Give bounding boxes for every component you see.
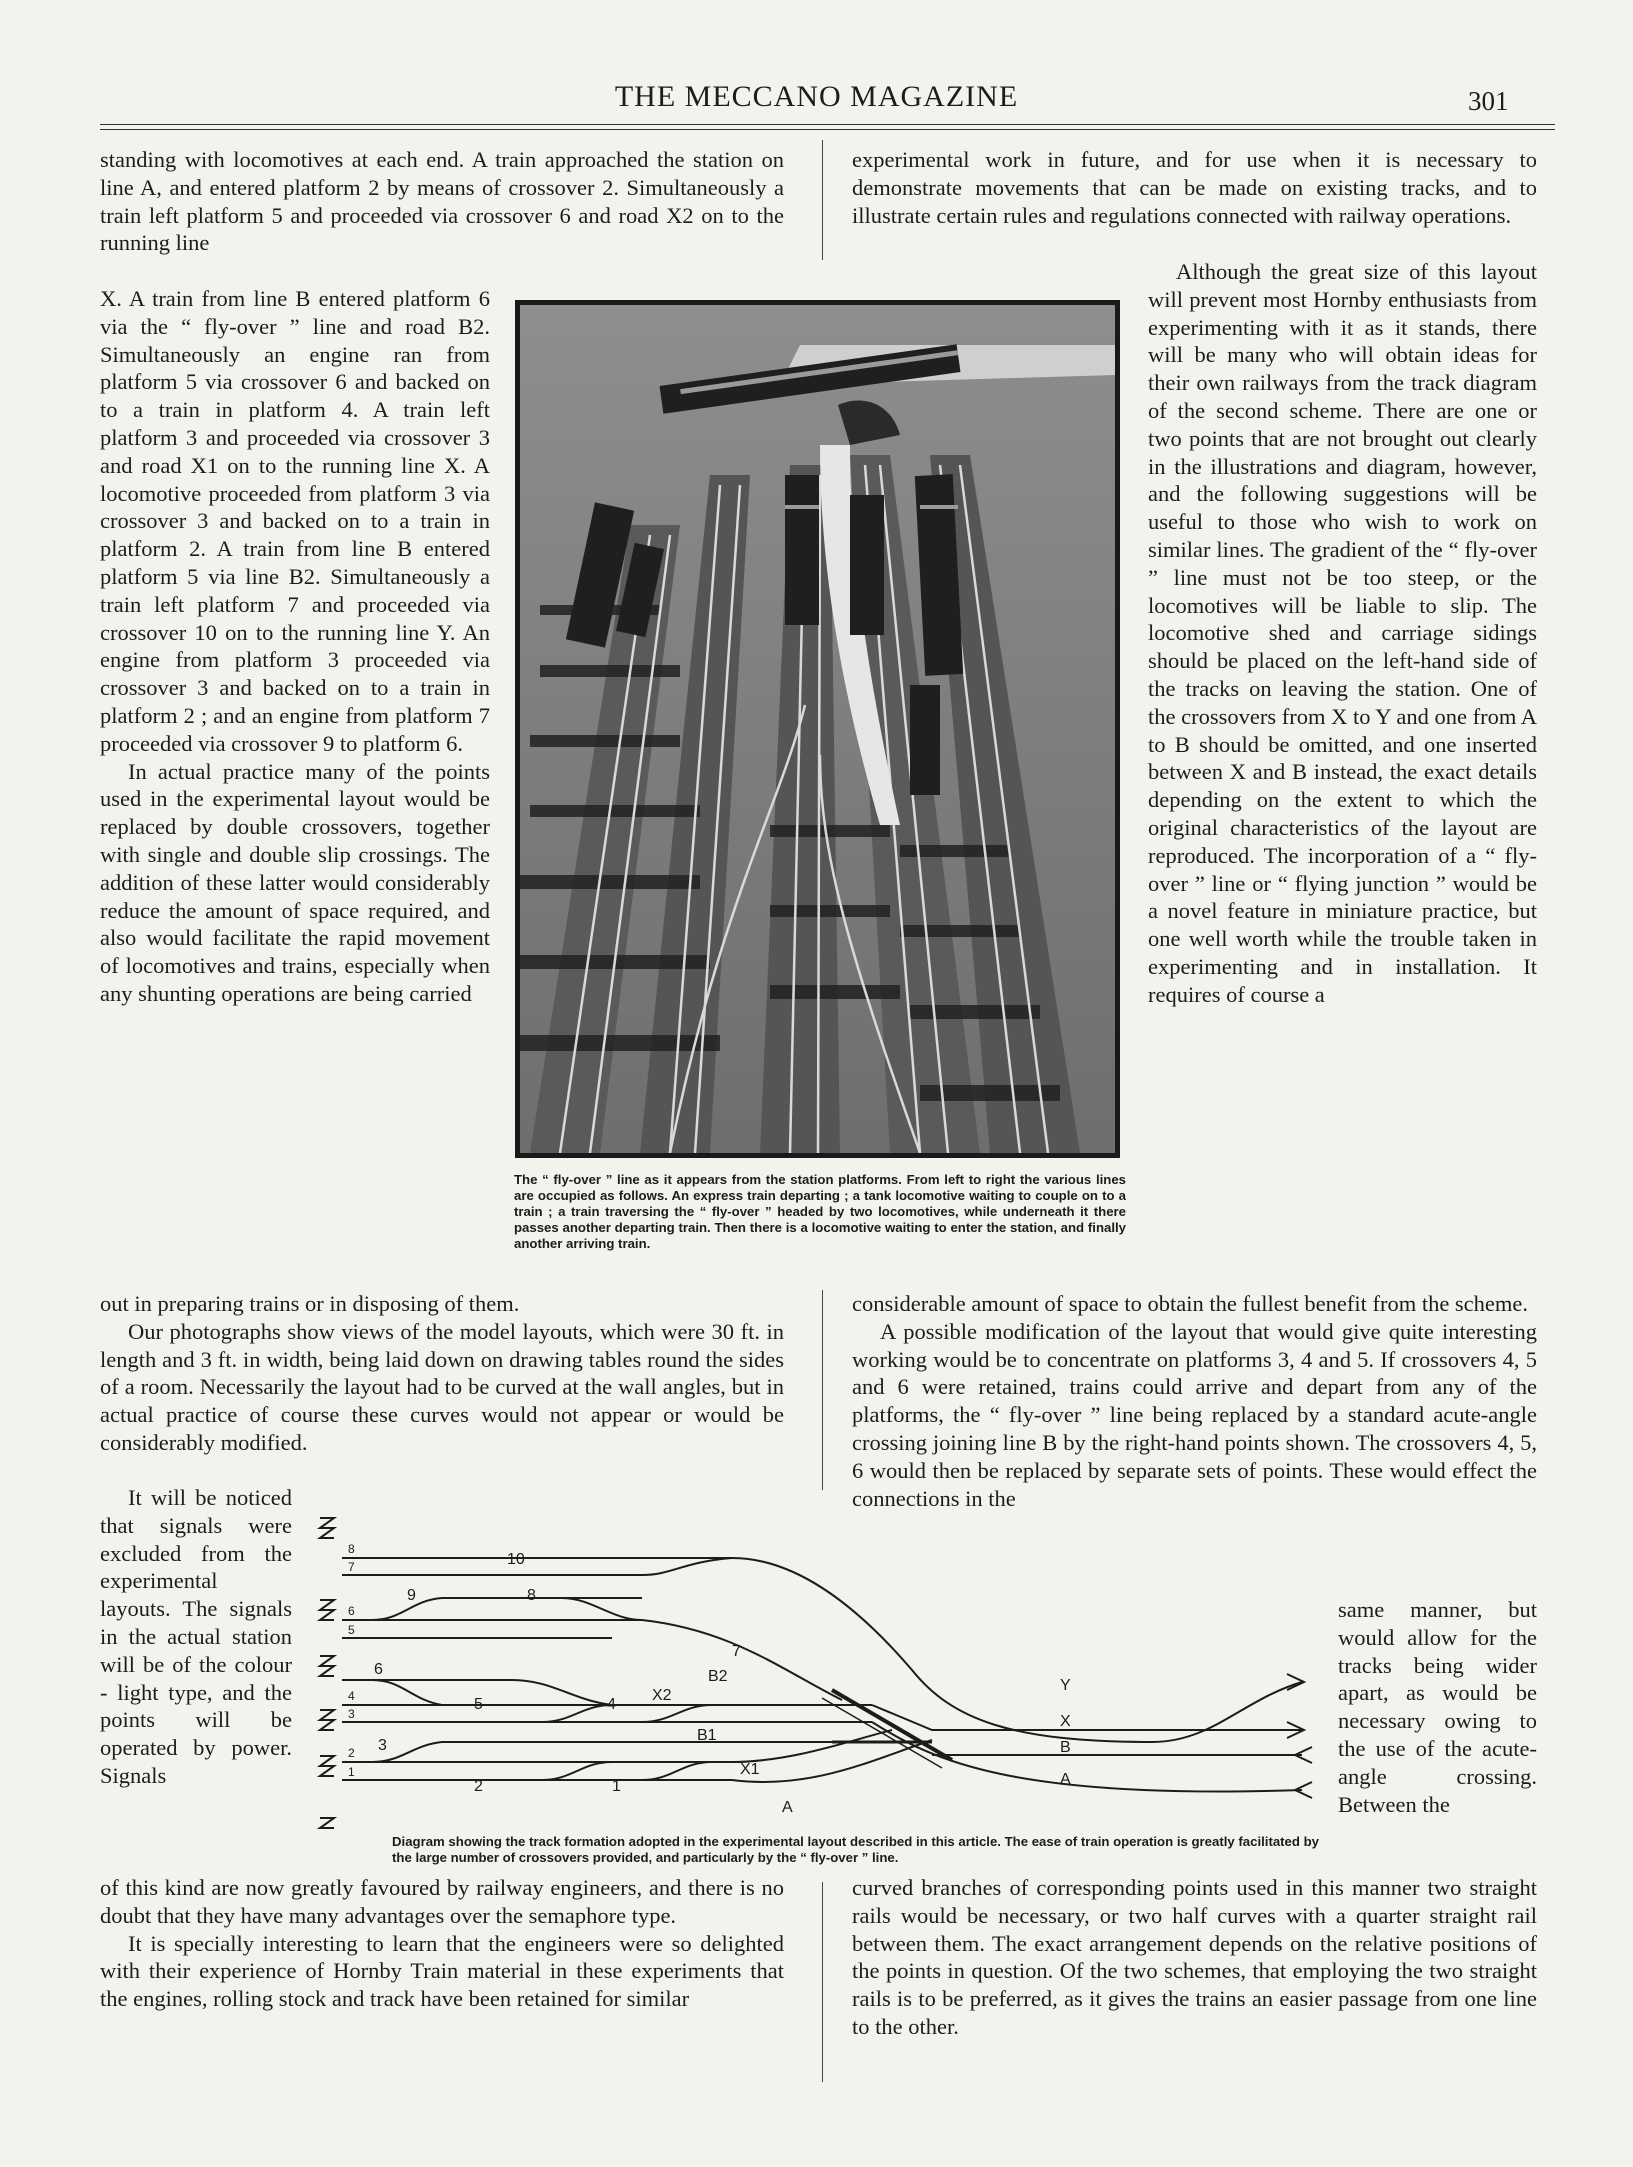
paragraph: experimental work in future, and for use when it is necessary to demonstrate movements that can be made on existing tracks, and to illustrate certain rules and regulations connected with railway operations.	[852, 147, 1537, 228]
column-divider	[822, 1290, 823, 1490]
road-label: X2	[652, 1687, 672, 1704]
crossover-label: 3	[378, 1737, 387, 1754]
crossover-label: 4	[607, 1696, 616, 1713]
platform-label: 3	[348, 1707, 355, 1721]
line-y-exit	[1152, 1682, 1302, 1742]
platform-label: 4	[348, 1689, 355, 1703]
page-number: 301	[1468, 86, 1509, 116]
column-divider	[822, 140, 823, 260]
paragraph: considerable amount of space to obtain the fullest benefit from the scheme.	[852, 1291, 1529, 1316]
paragraph: A possible modification of the layout that would give quite interesting working would be to concentrate on platforms 3, 4 and 5. If crossovers 4, 5 and 6 were retained, trains could arrive and depart from any of the platforms, the “ fly-over ” line being replaced by a standard acute-angle crossing joining line B by the right-hand points shown. The crossovers 4, 5, 6 would then be replaced by separate sets of points. These would effect the connections in the	[852, 1318, 1537, 1511]
line-label: X	[1060, 1713, 1071, 1730]
fly-over-line	[832, 1690, 952, 1760]
left-column-middle	[100, 1290, 784, 1457]
line-label: Y	[1060, 1677, 1071, 1694]
crossover-8-curve	[562, 1598, 642, 1620]
paragraph: X. A train from line B entered platform 6 via the “ fly-over ” line and road B2. Simultaneously an engine ran from platform 5 via crossover 6 and backed on to a train in platform 4. A train left platform 3 and proceeded via crossover 3 and road X1 on to the running line X. A locomotive proceeded from platform 3 via crossover 3 and backed on to a train in platform 2. A train from line B entered platform 5 via line B2. Simultaneously a train left platform 7 and proceeded via crossover 10 on to the running line Y. An engine from platform 3 proceeded via crossover 3 and backed on to a train in platform 2 ; and an engine from platform 7 proceeded via crossover 9 to platform 6.	[100, 286, 490, 756]
header-rule	[100, 129, 1555, 130]
crossover-label: 10	[507, 1551, 525, 1568]
left-column-narrow	[100, 285, 490, 1008]
line-x-track	[872, 1705, 1302, 1730]
platform-label: 7	[348, 1560, 355, 1574]
crossover-label: 9	[407, 1587, 416, 1604]
road-b2-track	[642, 1620, 842, 1700]
signal-icon	[320, 1710, 334, 1730]
crossover-3-curve	[372, 1742, 872, 1762]
line-y-track	[732, 1558, 1152, 1742]
right-column-bottom	[852, 1874, 1537, 2041]
road-label: X1	[740, 1761, 760, 1778]
layout-photograph	[515, 300, 1120, 1158]
crossover-10-curve	[642, 1558, 732, 1575]
paragraph: Our photographs show views of the model layouts, which were 30 ft. in length and 3 ft. in width, being laid down on drawing tables round the sides of a room. Necessarily the layout had to be curved at the wall angles, but in actual practice of course these curves would not appear or would be considerably modified.	[100, 1318, 784, 1455]
paragraph: curved branches of corresponding points used in this manner two straight rails would be necessary, or two half curves with a quarter straight rail between them. The exact arrangement depends on the relative positions of the points in question. Of the two schemes, that employing the two straight rails is to be preferred, as it gives the trains an easier passage from one line to the other.	[852, 1875, 1537, 2039]
crossover-4-curve	[642, 1705, 712, 1722]
right-column-middle	[852, 1290, 1537, 1512]
crossover-label: 7	[732, 1643, 741, 1660]
header-rule	[100, 124, 1555, 125]
right-column-top	[852, 146, 1537, 229]
signal-icon	[320, 1600, 334, 1620]
crossover-label: 8	[527, 1587, 536, 1604]
paragraph: Although the great size of this layout will prevent most Hornby enthusiasts from experimenting with it as it stands, there will be many who will obtain ideas for their own railways from the track diagram of the second scheme. There are one or two points that are not brought out clearly in the illustrations and diagram, however, and the following suggestions will be useful to those who wish to work on similar lines. The gradient of the “ fly-over ” line must not be too steep, or the locomotives will be liable to slip. The locomotive shed and carriage sidings should be placed on the left-hand side of the tracks on leaving the station. One of the crossovers from X to Y and one from A to B should be omitted, and one inserted between X and B instead, the exact details depending on the extent to which the original characteristics of the layout are reproduced. The incorporation of a “ fly-over ” line or “ flying junction ” would be a novel feature in miniature practice, but one well worth while the trouble taken in experimenting and in installation. It requires of course a	[1148, 259, 1537, 1007]
right-column-narrow	[1148, 258, 1537, 1009]
paragraph: of this kind are now greatly favoured by railway engineers, and there is no doubt that they have many advantages over the semaphore type.	[100, 1875, 784, 1928]
paragraph: In actual practice many of the points used in the experimental layout would be replaced by double crossovers, together with single and double slip crossings. The addition of these latter would considerably reduce the amount of space required, and also would facilitate the rapid movement of locomotives and trains, especially when any shunting operations are being carried	[100, 758, 490, 1006]
right-column-narrow-2	[1338, 1596, 1537, 1818]
paragraph: same manner, but would allow for the tracks being wider apart, as would be necessary owing to the use of the acute-angle crossing. Between the	[1338, 1597, 1537, 1817]
road-label: A	[782, 1799, 793, 1816]
platform-label: 2	[348, 1746, 355, 1760]
line-label: A	[1060, 1771, 1071, 1788]
crossover-5-curve	[542, 1705, 612, 1722]
track-diagram	[312, 1500, 1332, 1830]
platform-label: 5	[348, 1623, 355, 1637]
page-title: THE MECCANO MAGAZINE	[614, 80, 1019, 113]
crossover-label: 1	[612, 1778, 621, 1795]
column-divider	[822, 1882, 823, 2082]
crossover-2-curve	[542, 1762, 612, 1780]
crossover-1-curve	[642, 1762, 712, 1780]
paragraph: It is specially interesting to learn that the engineers were so delighted with their experience of Hornby Train material in these experiments that the engines, rolling stock and track have been retained for similar	[100, 1930, 784, 2012]
crossover-label: 6	[374, 1661, 383, 1678]
signal-icon	[320, 1756, 334, 1776]
fly-over-photo-illustration	[520, 305, 1115, 1153]
crossover-6-curve	[372, 1680, 442, 1705]
road-label: B2	[708, 1668, 728, 1685]
signal-icon	[320, 1656, 334, 1676]
signal-icon	[320, 1518, 334, 1538]
left-column-signals	[100, 1484, 292, 1790]
diagram-caption: Diagram showing the track formation adopted in the experimental layout described in this article. The ease of train operation is greatly facilitated by the large number of crossovers provided, and particularly by the “ fly-over ” line.	[392, 1834, 1320, 1865]
paragraph: out in preparing trains or in disposing of them.	[100, 1291, 520, 1316]
photo-caption: The “ fly-over ” line as it appears from the station platforms. From left to right the various lines are occupied as follows. An express train departing ; a tank locomotive waiting to couple on to a train ; a train traversing the “ fly-over ” headed by two locomotives, while underneath it there passes another departing train. Then there is a locomotive waiting to enter the station, and finally another arriving train.	[514, 1172, 1126, 1251]
platform-label: 8	[348, 1542, 355, 1556]
signal-icon	[320, 1818, 334, 1828]
paragraph: It will be noticed that signals were excluded from the experimental layouts. The signals in the actual station will be of the colour - light type, and the points will be operated by power. Signals	[100, 1485, 292, 1788]
left-column-top	[100, 146, 784, 257]
platform-label: 1	[348, 1765, 355, 1779]
paragraph: standing with locomotives at each end. A train approached the station on line A, and entered platform 2 by means of crossover 2. Simultaneously a train left platform 5 and proceeded via crossover 6 and road X2 on to the running line	[100, 147, 784, 256]
platform-label: 6	[348, 1604, 355, 1618]
road-label: B1	[697, 1727, 717, 1744]
road-x1-track	[732, 1730, 892, 1762]
crossover-label: 2	[474, 1778, 483, 1795]
line-a-track	[872, 1722, 1302, 1792]
line-label: B	[1060, 1739, 1071, 1756]
left-column-bottom	[100, 1874, 784, 2013]
crossover-label: 5	[474, 1696, 483, 1713]
